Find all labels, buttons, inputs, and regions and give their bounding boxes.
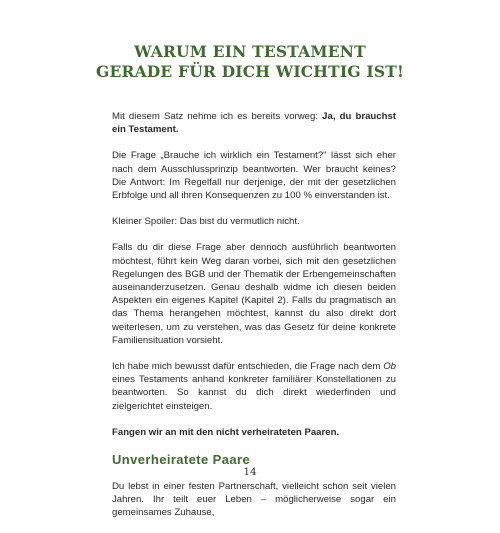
paragraph-1 — [112, 110, 396, 136]
paragraph-5-text-a: Ich habe mich bewusst dafür entschieden, die Frage nach dem — [112, 361, 384, 373]
paragraph-2: Die Frage „Brauche ich wirklich ein Testament?" lässt sich eher nach dem Ausschlussprinzip beantworten. Wer braucht keines? Die Antwort: Im Regelfall nur derjenige, der mit der gesetzlichen Erbfolge und all ihren Konsequenzen zu 100 % einverstanden ist. — [112, 150, 396, 202]
paragraph-5-italic: Ob — [383, 361, 396, 373]
paragraph-1-text: Mit diesem Satz nehme ich es bereits vorweg: — [112, 111, 323, 122]
title-line-1: WARUM EIN TESTAMENT — [134, 42, 366, 61]
paragraph-6 — [112, 426, 396, 439]
paragraph-4: Falls du dir diese Frage aber dennoch ausführlich beantworten möchtest, führt kein Weg daran vorbei, sich mit den gesetzlichen Regelungen des BGB und der Thematik der Erbengemeinschaften auseinanderzusetzen. Genau deshalb widme ich diesen beiden Aspekten ein eigenes Kapitel (Kapitel 2). Falls du pragmatisch an das Thema herangehen möchtest, kannst du also direkt dort weiterlesen, um zu verstehen, was das Gesetz für deine konkrete Familiensituation vorsieht. — [112, 242, 396, 346]
paragraph-6-emphasis: Fangen wir an mit den nicht verheirateten Paaren. — [112, 426, 340, 438]
paragraph-7: Du lebst in einer festen Partnerschaft, vielleicht schon seit vielen Jahren. Ihr teilt euer Leben – möglicherweise sogar ein gemeinsames Zuhause, — [112, 481, 396, 519]
page-title — [0, 42, 500, 82]
paragraph-5-text-b: eines Testaments anhand konkreter familiärer Konstellationen zu beantworten. So kannst du dich direkt wiederfinden und zielgerichtet einsteigen. — [112, 374, 396, 412]
paragraph-5 — [112, 360, 396, 413]
section-subheading: Unverheiratete Paare — [112, 452, 251, 468]
paragraph-3: Kleiner Spoiler: Das bist du vermutlich nicht. — [112, 216, 300, 228]
paragraph-1-emphasis: Ja, du brauchst ein Testament. — [112, 111, 397, 136]
page-number: 14 — [243, 466, 257, 478]
title-line-2: GERADE FÜR DICH WICHTIG IST! — [96, 62, 404, 81]
